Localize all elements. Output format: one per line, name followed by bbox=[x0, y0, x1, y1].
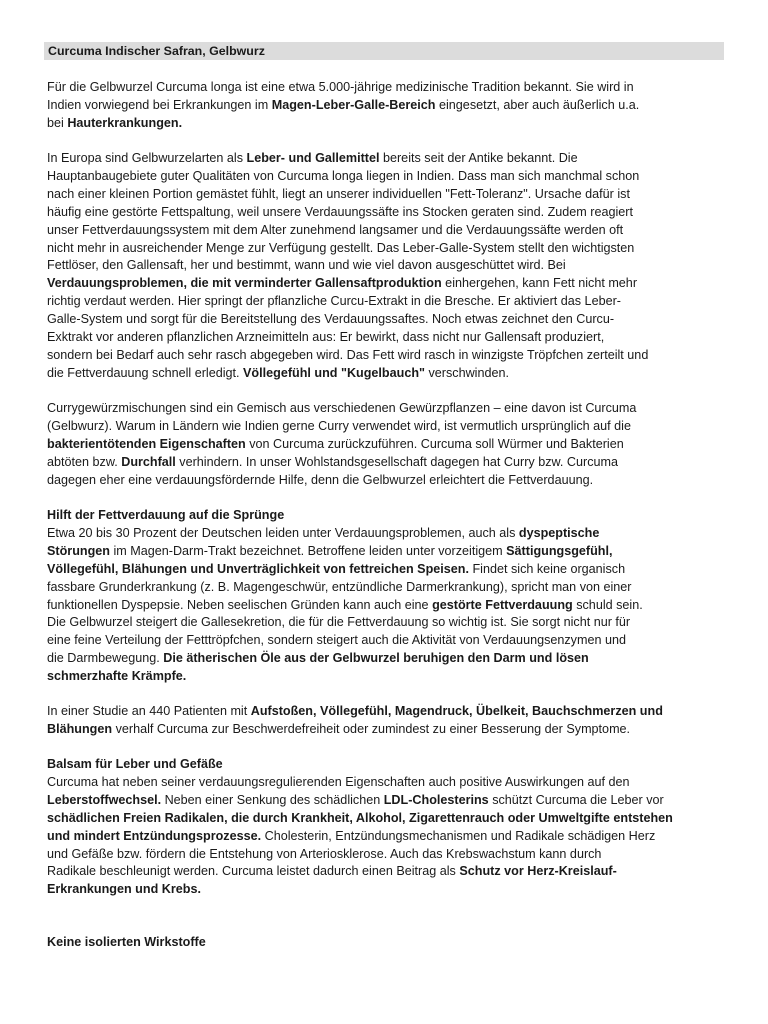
text-run: verhalf Curcuma zur Beschwerdefreiheit oder zumindest zu einer Besserung der Symptome. bbox=[112, 721, 631, 736]
text-run: fassbare Grunderkrankung (z. B. Magengeschwür, entzündliche Darmerkrankung), spricht man von einer bbox=[47, 579, 632, 594]
text-line bbox=[47, 240, 737, 258]
text-line bbox=[47, 365, 737, 383]
document-title: Curcuma Indischer Safran, Gelbwurz bbox=[44, 42, 724, 60]
text-run: eine feine Verteilung der Fetttröpfchen, sondern steigert auch die Aktivität von Verdauungsenzymen und bbox=[47, 633, 626, 648]
intro-paragraph bbox=[47, 79, 737, 133]
text-line bbox=[47, 721, 737, 739]
text-line bbox=[47, 204, 737, 222]
text-run: Neben einer Senkung des schädlichen bbox=[161, 792, 384, 807]
text-run: und Gefäße bzw. fördern die Entstehung von Arteriosklerose. Auch das Krebswachstum kann durch bbox=[47, 846, 602, 861]
text-run: schützt Curcuma die Leber vor bbox=[488, 792, 664, 807]
text-run: funktionellen Dyspepsie. Neben seelischen Gründen kann auch eine bbox=[47, 597, 433, 612]
text-line bbox=[47, 561, 737, 579]
wirkstoffe-heading bbox=[47, 934, 737, 952]
text-line bbox=[47, 97, 737, 115]
text-line bbox=[47, 846, 737, 864]
text-run: Für die Gelbwurzel Curcuma longa ist eine etwa 5.000-jährige medizinische Tradition bekannt. Sie wird in bbox=[47, 80, 634, 94]
bold-text: Völlegefühl, Blähungen und Unverträglichkeit von fettreichen Speisen. bbox=[47, 561, 469, 576]
text-run: bereits seit der Antike bekannt. Die bbox=[379, 151, 578, 165]
europe-paragraph bbox=[47, 150, 737, 383]
text-run: Curcuma hat neben seiner verdauungsregulierenden Eigenschaften auch positive Auswirkungen auf den bbox=[47, 774, 630, 789]
text-run: die Darmbewegung. bbox=[47, 651, 164, 666]
text-run: verhindern. In unser Wohlstandsgesellschaft dagegen hat Curry bzw. Curcuma bbox=[175, 454, 618, 469]
text-line bbox=[47, 597, 737, 615]
text-line bbox=[47, 311, 737, 329]
bold-text: Schutz vor Herz-Kreislauf- bbox=[459, 864, 617, 879]
text-line bbox=[47, 934, 737, 952]
text-line bbox=[47, 436, 737, 454]
text-line bbox=[47, 579, 737, 597]
text-run: nicht mehr in ausreichender Menge zur Verfügung gestellt. Das Leber-Galle-System stellt den wichtigsten bbox=[47, 240, 635, 255]
bold-text: Völlegefühl und "Kugelbauch" bbox=[243, 365, 425, 380]
text-line bbox=[47, 347, 737, 365]
bold-text: Sättigungsgefühl, bbox=[506, 543, 613, 558]
text-run: eingesetzt, aber auch äußerlich u.a. bbox=[435, 97, 640, 112]
text-line bbox=[47, 329, 737, 347]
text-run: Etwa 20 bis 30 Prozent der Deutschen leiden unter Verdauungsproblemen, auch als bbox=[47, 525, 519, 540]
text-line bbox=[47, 650, 737, 668]
text-run: dagegen eher eine verdauungsfördernde Hilfe, denn die Gelbwurzel erleichtert die Fettverdauung. bbox=[47, 472, 594, 487]
text-run: richtig verdaut werden. Hier springt der pflanzliche Curcu-Extrakt in die Bresche. Er aktiviert das Leber- bbox=[47, 294, 621, 309]
bold-text: schmerzhafte Krämpfe. bbox=[47, 669, 187, 684]
bold-text: Störungen bbox=[47, 543, 110, 558]
bold-text: LDL-Cholesterins bbox=[383, 792, 489, 807]
fettverdauung-section bbox=[47, 507, 737, 686]
bold-text: gestörte Fettverdauung bbox=[432, 597, 573, 612]
text-run: In einer Studie an 440 Patienten mit bbox=[47, 704, 251, 718]
text-line bbox=[47, 703, 737, 721]
text-line bbox=[47, 454, 737, 472]
bold-text: Magen-Leber-Galle-Bereich bbox=[271, 97, 436, 112]
text-run: einhergehen, kann Fett nicht mehr bbox=[441, 276, 638, 291]
text-run: Exktrakt vor anderen pflanzlichen Arzneimitteln aus: Er bewirkt, dass nicht nur Gallensaft produziert, bbox=[47, 330, 605, 345]
text-line bbox=[47, 881, 737, 899]
bold-text: Erkrankungen und Krebs. bbox=[47, 882, 201, 897]
text-line bbox=[47, 418, 737, 436]
text-line bbox=[47, 400, 737, 418]
text-line bbox=[47, 168, 737, 186]
bold-text: Hauterkrankungen. bbox=[67, 115, 183, 130]
text-line bbox=[47, 186, 737, 204]
bold-text: Die ätherischen Öle aus der Gelbwurzel beruhigen den Darm und lösen bbox=[163, 651, 589, 666]
bold-text: Verdauungsproblemen, die mit verminderter Gallensaftproduktion bbox=[47, 276, 442, 291]
text-run: Indien vorwiegend bei Erkrankungen im bbox=[47, 97, 272, 112]
bold-text: Aufstoßen, Völlegefühl, Magendruck, Übelkeit, Bauchschmerzen und bbox=[250, 704, 663, 718]
text-run: Findet sich keine organisch bbox=[468, 561, 626, 576]
text-run: Radikale beschleunigt werden. Curcuma leistet dadurch einen Beitrag als bbox=[47, 864, 460, 879]
text-line bbox=[47, 543, 737, 561]
text-line bbox=[47, 792, 737, 810]
bold-text: und mindert Entzündungsprozesse. bbox=[47, 828, 262, 843]
text-line bbox=[47, 150, 737, 168]
text-run: sondern bei Bedarf auch sehr rasch abgegeben wird. Das Fett wird rasch in winzigste Tröpfchen zerteilt und bbox=[47, 347, 649, 362]
bold-text: Leber- und Gallemittel bbox=[246, 151, 380, 165]
text-line bbox=[47, 507, 737, 525]
bold-text: Leberstoffwechsel. bbox=[47, 792, 162, 807]
text-run: Currygewürzmischungen sind ein Gemisch aus verschiedenen Gewürzpflanzen – eine davon ist Curcuma bbox=[47, 401, 637, 415]
text-line bbox=[47, 115, 737, 133]
text-line bbox=[47, 275, 737, 293]
text-run: (Gelbwurz). Warum in Ländern wie Indien gerne Curry verwendet wird, ist vermutlich ursprünglich auf die bbox=[47, 418, 631, 433]
text-run: Die Gelbwurzel steigert die Gallesekretion, die für die Fettverdauung so wichtig ist. Sie sorgt nicht nur für bbox=[47, 615, 631, 630]
text-line bbox=[47, 257, 737, 275]
text-line bbox=[47, 222, 737, 240]
text-line bbox=[47, 472, 737, 490]
text-run: nach einer kleinen Portion gemästet fühlt, liegt an unserer individuellen "Fett-Toleranz". Ursache dafür ist bbox=[47, 186, 630, 201]
text-line bbox=[47, 293, 737, 311]
bold-text: Blähungen bbox=[47, 721, 113, 736]
text-run: abtöten bzw. bbox=[47, 454, 122, 469]
bold-text: Durchfall bbox=[121, 454, 176, 469]
curry-paragraph bbox=[47, 400, 737, 490]
bold-text: dyspeptische bbox=[518, 525, 600, 540]
text-line bbox=[47, 828, 737, 846]
text-run: verschwinden. bbox=[425, 365, 509, 380]
text-run: Galle-System und sorgt für die Bereitstellung des Verdauungssaftes. Noch etwas zeichnet den Curcu- bbox=[47, 312, 615, 327]
bold-text: Balsam für Leber und Gefäße bbox=[47, 757, 223, 771]
text-run: im Magen-Darm-Trakt bezeichnet. Betroffene leiden unter vorzeitigem bbox=[109, 543, 507, 558]
text-run: Hauptanbaugebiete guter Qualitäten von Curcuma longa liegen in Indien. Dass man sich manchmal schon bbox=[47, 168, 640, 183]
text-run: von Curcuma zurückzuführen. Curcuma soll Würmer und Bakterien bbox=[245, 436, 624, 451]
text-run: unser Fettverdauungssystem mit dem Alter zunehmend langsamer und die Verdauungssäfte werden oft bbox=[47, 222, 624, 237]
text-line bbox=[47, 810, 737, 828]
text-line bbox=[47, 614, 737, 632]
text-line bbox=[47, 632, 737, 650]
text-run: In Europa sind Gelbwurzelarten als bbox=[47, 151, 247, 165]
text-run: die Fettverdauung schnell erledigt. bbox=[47, 365, 244, 380]
text-run: Cholesterin, Entzündungsmechanismen und Radikale schädigen Herz bbox=[261, 828, 656, 843]
bold-text: Hilft der Fettverdauung auf die Sprünge bbox=[47, 508, 285, 522]
bold-text: Keine isolierten Wirkstoffe bbox=[47, 935, 206, 949]
text-line bbox=[47, 774, 737, 792]
study-paragraph bbox=[47, 703, 737, 739]
text-line bbox=[47, 525, 737, 543]
text-run: häufig eine gestörte Fettspaltung, weil unsere Verdauungssäfte ins Stocken geraten sind. Zudem reagiert bbox=[47, 204, 633, 219]
bold-text: bakterientötenden Eigenschaften bbox=[47, 436, 246, 451]
text-run: Fettlöser, den Gallensaft, her und bestimmt, wann und wie viel davon ausgeschüttet wird. Bei bbox=[47, 258, 566, 273]
text-line bbox=[47, 79, 737, 97]
text-run: bei bbox=[47, 115, 68, 130]
balsam-section bbox=[47, 756, 737, 899]
text-line bbox=[47, 668, 737, 686]
text-line bbox=[47, 863, 737, 881]
text-run: schuld sein. bbox=[572, 597, 643, 612]
text-line bbox=[47, 756, 737, 774]
bold-text: schädlichen Freien Radikalen, die durch Krankheit, Alkohol, Zigarettenrauch oder Umweltgifte entstehen bbox=[47, 810, 673, 825]
